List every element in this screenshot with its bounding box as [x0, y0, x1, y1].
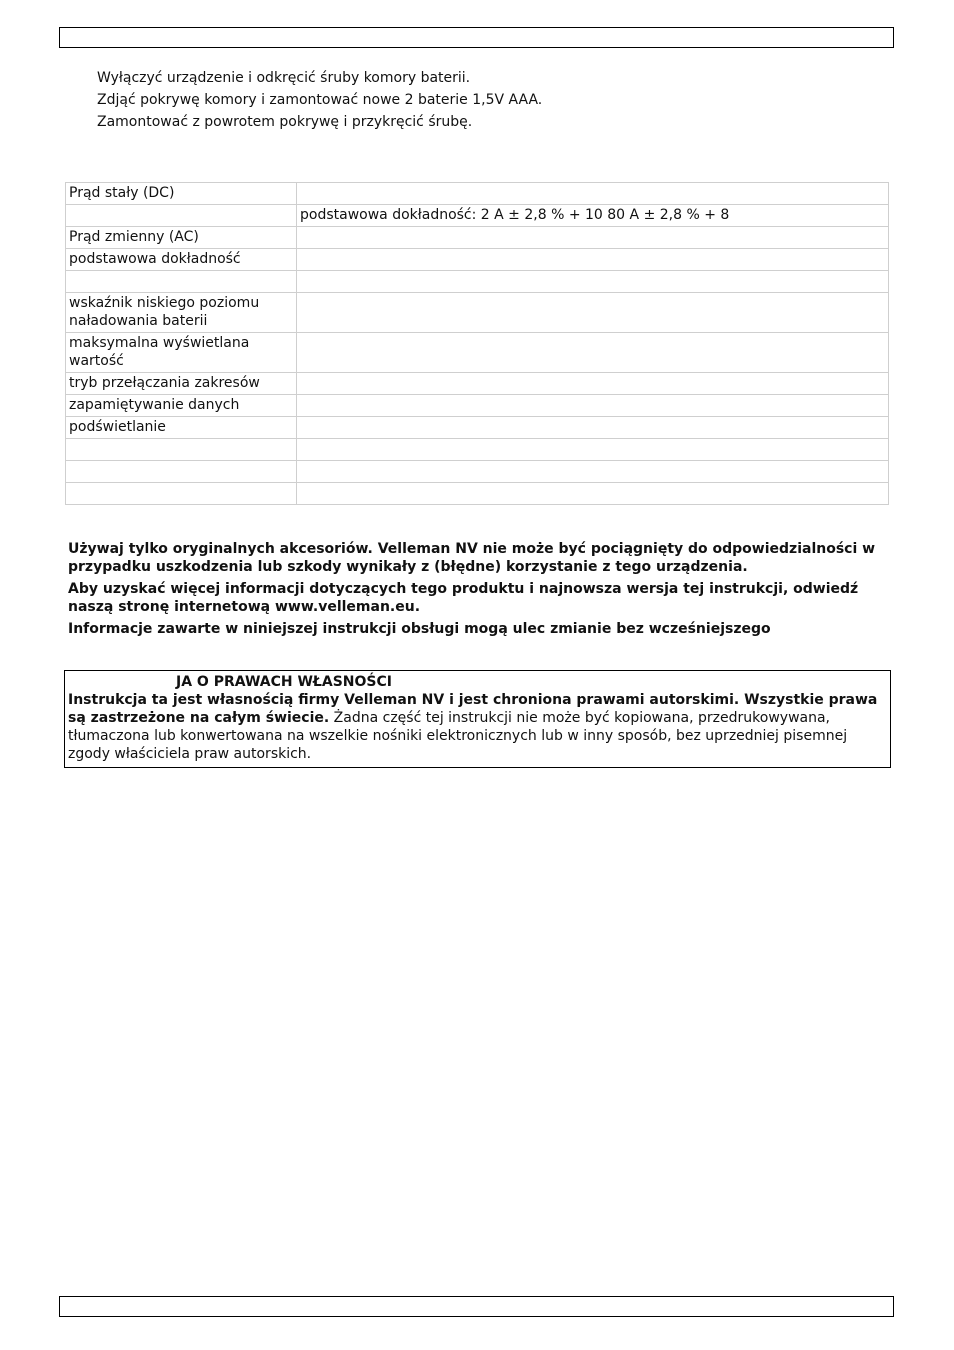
- table-row: [66, 395, 889, 417]
- step-item: Wyłączyć urządzenie i odkręcić śruby komory baterii.: [97, 70, 471, 86]
- spec-value: podstawowa dokładność: 2 A ± 2,8 % + 10 80 A ± 2,8 % + 8: [297, 205, 889, 227]
- battery-replacement-steps: [97, 68, 542, 134]
- copyright-bold-text: Instrukcja ta jest własnością firmy Velleman NV i jest chroniona prawami autorskimi. Wszystkie prawa są zastrzeżone na całym świecie.: [68, 692, 878, 726]
- table-row: [66, 333, 889, 373]
- spec-value: [297, 461, 889, 483]
- table-row: [66, 439, 889, 461]
- spec-label: wskaźnik niskiego poziomu naładowania baterii: [66, 293, 297, 333]
- website-note: Aby uzyskać więcej informacji dotyczących tego produktu i najnowsza wersja tej instrukcji, odwiedź naszą stronę internetową www.velleman.eu.: [68, 581, 859, 615]
- table-row: [66, 293, 889, 333]
- spec-value: [297, 249, 889, 271]
- spec-label: [66, 205, 297, 227]
- spec-label: Prąd zmienny (AC): [66, 227, 297, 249]
- table-row: [66, 249, 889, 271]
- spec-label: tryb przełączania zakresów: [66, 373, 297, 395]
- step-item: Zdjąć pokrywę komory i zamontować nowe 2 baterie 1,5V AAA.: [97, 92, 543, 108]
- spec-value: [297, 439, 889, 461]
- spec-label: podświetlanie: [66, 417, 297, 439]
- table-row: [66, 205, 889, 227]
- copyright-box: [64, 670, 891, 768]
- copyright-title: JA O PRAWACH WŁASNOŚCI: [176, 674, 392, 690]
- page-header-box: [59, 27, 894, 48]
- table-row: [66, 227, 889, 249]
- spec-value: [297, 293, 889, 333]
- step-item: Zamontować z powrotem pokrywę i przykręcić śrubę.: [97, 114, 473, 130]
- spec-label: maksymalna wyświetlana wartość: [66, 333, 297, 373]
- specifications-table: [65, 182, 889, 505]
- table-row: [66, 271, 889, 293]
- spec-label: [66, 439, 297, 461]
- spec-value: [297, 395, 889, 417]
- spec-label: [66, 271, 297, 293]
- notes-section: [68, 540, 898, 642]
- page-footer-box: [59, 1296, 894, 1317]
- spec-value: [297, 483, 889, 505]
- table-row: [66, 373, 889, 395]
- copyright-body-text: Żadna część tej instrukcji nie może być kopiowana, przedrukowywana, tłumaczona lub konwertowana na wszelkie nośniki elektronicznych lub w inny sposób, bez uprzedniej pisemnej zgody właściciela praw autorskich.: [68, 710, 848, 762]
- spec-value: [297, 373, 889, 395]
- copyright-text: [68, 691, 887, 763]
- table-row: [66, 483, 889, 505]
- table-row: [66, 183, 889, 205]
- spec-value: [297, 417, 889, 439]
- spec-value: [297, 227, 889, 249]
- change-notice: Informacje zawarte w niniejszej instrukcji obsługi mogą ulec zmianie bez wcześniejszego: [68, 621, 771, 637]
- table-row: [66, 461, 889, 483]
- table-row: [66, 417, 889, 439]
- spec-label: [66, 461, 297, 483]
- spec-label: podstawowa dokładność: [66, 249, 297, 271]
- spec-value: [297, 333, 889, 373]
- spec-label: [66, 483, 297, 505]
- spec-value: [297, 271, 889, 293]
- accessories-note: Używaj tylko oryginalnych akcesoriów. Velleman NV nie może być pociągnięty do odpowiedzialności w przypadku uszkodzenia lub szkody wynikały z (błędne) korzystanie z tego urządzenia.: [68, 541, 876, 575]
- spec-value: [297, 183, 889, 205]
- spec-label: Prąd stały (DC): [66, 183, 297, 205]
- spec-label: zapamiętywanie danych: [66, 395, 297, 417]
